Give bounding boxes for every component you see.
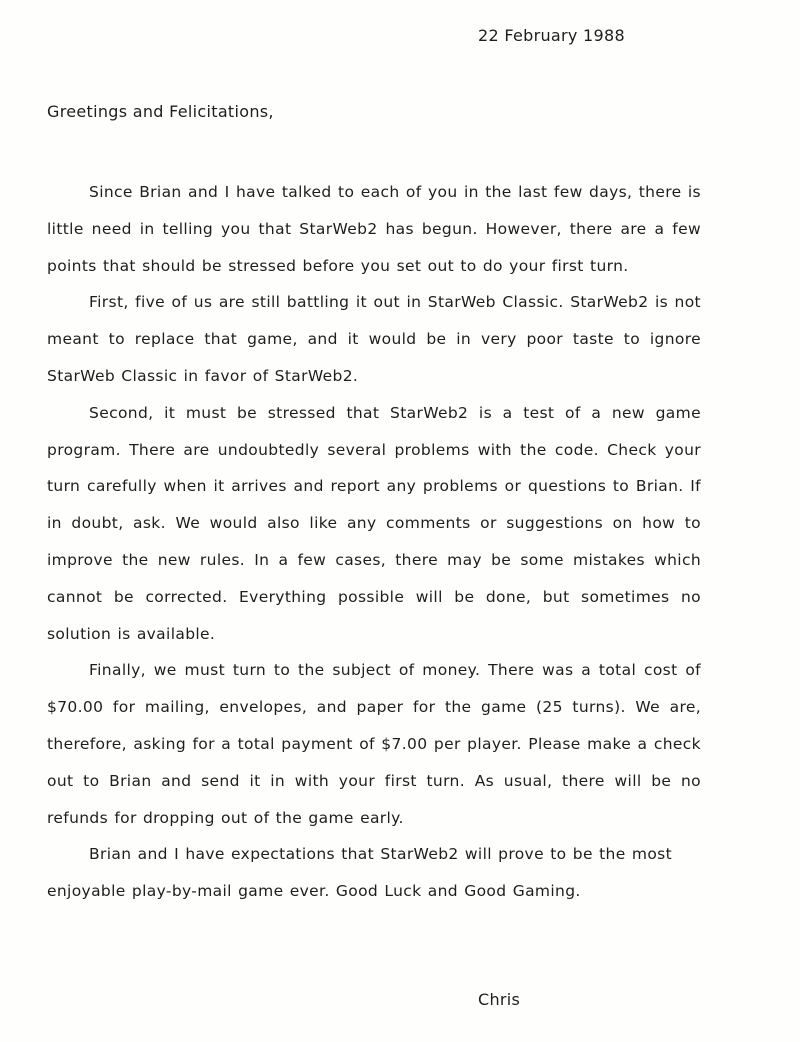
paragraph-first-point: First, five of us are still battling it out in StarWeb Classic. StarWeb2 is not meant to replace that game, and it would be in very poor taste to ignore StarWeb Classic in favor of StarWeb2. xyxy=(47,293,701,385)
salutation: Greetings and Felicitations, xyxy=(47,102,274,121)
letter-date: 22 February 1988 xyxy=(478,26,625,45)
letter-body xyxy=(47,174,701,910)
paragraph-money: Finally, we must turn to the subject of money. There was a total cost of $70.00 for mailing, envelopes, and paper for the game (25 turns). We are, therefore, asking for a total payment of $7.00 per player. Please make a check out to Brian and send it in with your first turn. As usual, there will be no refunds for dropping out of the game early. xyxy=(47,661,701,827)
paragraph-closing: Brian and I have expectations that StarWeb2 will prove to be the most enjoyable play-by-mail game ever. Good Luck and Good Gaming. xyxy=(47,845,673,901)
paragraph-intro: Since Brian and I have talked to each of you in the last few days, there is little need in telling you that StarWeb2 has begun. However, there are a few points that should be stressed before you set out to do your first turn. xyxy=(47,183,701,275)
paragraph-second-point: Second, it must be stressed that StarWeb2 is a test of a new game program. There are undoubtedly several problems with the code. Check your turn carefully when it arrives and report any problems or questions to Brian. If in doubt, ask. We would also like any comments or suggestions on how to improve the new rules. In a few cases, there may be some mistakes which cannot be corrected. Everything possible will be done, but sometimes no solution is available. xyxy=(47,403,701,643)
signature: Chris xyxy=(478,990,521,1009)
